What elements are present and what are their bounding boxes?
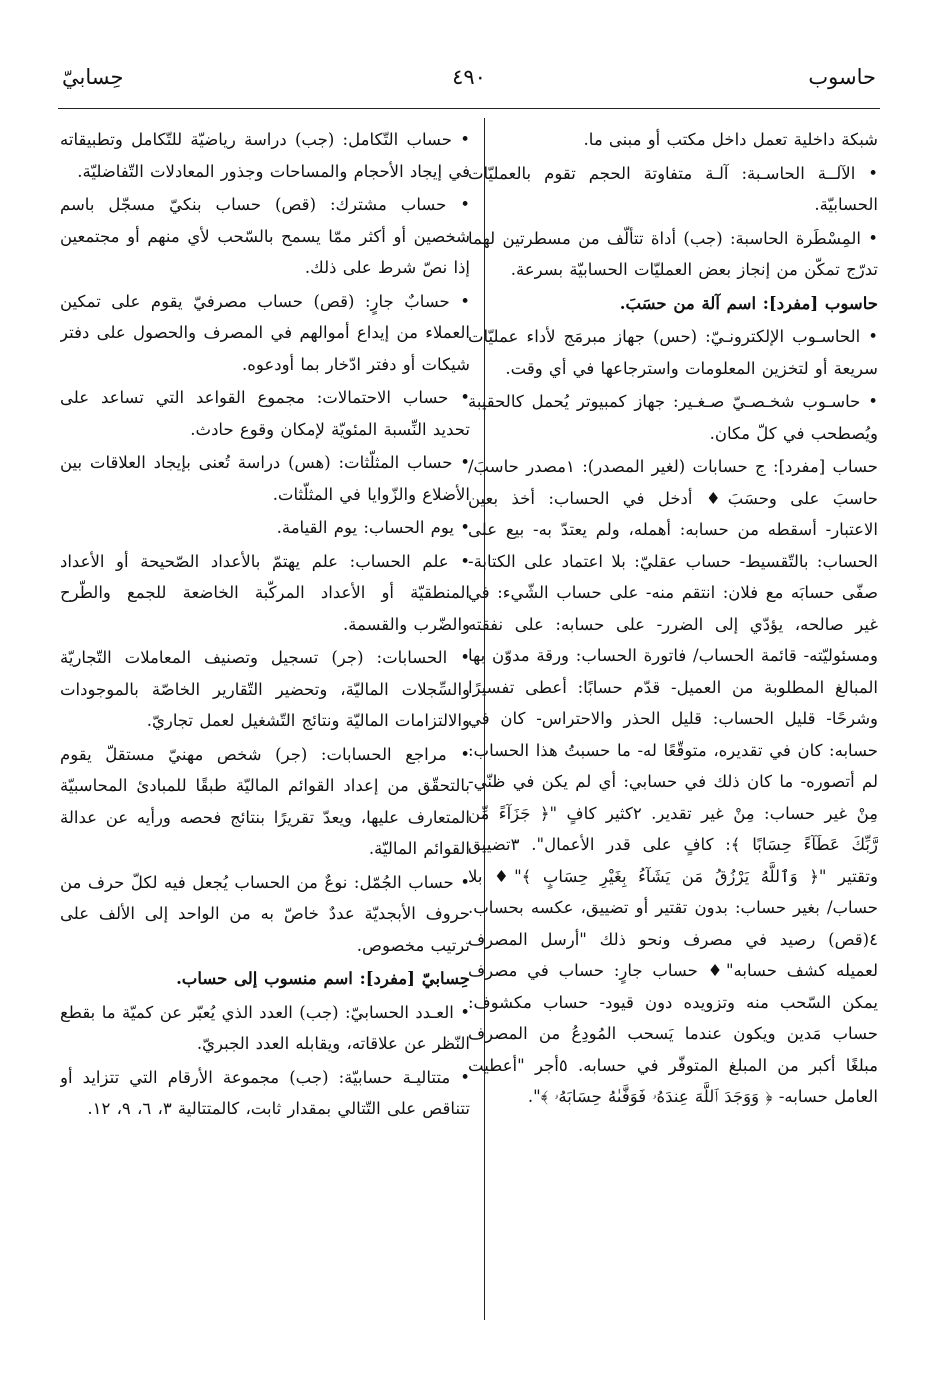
entry-paragraph: • حسابٌ جارٍ: (قص) حساب مصرفيّ يقوم على تمكين العملاء من إيداع أموالهم في المصرف والحصول على دفتر شيكات أو دفتر ادّخار بما أودعوه.	[60, 291, 470, 374]
entry-paragraph: • حساب الاحتمالات: مجموع القواعد التي تساعد على تحديد النِّسبة المئويّة لإمكان وقوع حادث.	[60, 388, 470, 439]
entry-paragraph: • حساب مشترك: (قص) حساب بنكيّ مسجّل باسم شخصين أو أكثر ممّا يسمح بالسّحب لأي منهم أو مجتمعين إذا نصّ شرط على ذلك.	[60, 195, 470, 277]
entry-paragraph: • حاسـوب شخـصـيّ صـغـير: جهاز كمبيوتر يُحمل كالحقيبة ويُصطحب في كلّ مكان.	[468, 392, 878, 443]
headword-entry: حِسابيّ [مفرد]: اسم منسوب إلى حساب.	[176, 969, 470, 988]
headword-entry: حاسوب [مفرد]: اسم آلة من حسَبَ.	[619, 293, 878, 313]
entry-paragraph: • العـدد الحسابيّ: (جب) العدد الذي يُعبّر عن كميّة ما بقطع النّظر عن علاقاته، ويقابله العدد الجبريّ.	[60, 1002, 470, 1053]
left-column	[60, 124, 470, 1318]
entry-paragraph: • متتاليـة حسابيّة: (جب) مجموعة الأرقام التي تتزايد أو تتناقص على التّتالي بمقدار ثابت، كالمتتالية ٣، ٦، ٩، ١٢.	[60, 1067, 470, 1118]
entry-paragraph: • حساب التّكامل: (جب) دراسة رياضيّة للتّكامل وتطبيقاته في إيجاد الأحجام والمساحات وجذور المعادلات التّفاضليّة.	[60, 130, 470, 181]
entry-paragraph: • حساب المثلّثات: (هس) دراسة تُعنى بإيجاد العلاقات بين الأضلاع والزّوايا في المثلّثات.	[60, 453, 470, 504]
page-number: ٤٩٠	[452, 65, 486, 89]
headword-entry: حساب [مفرد]: ج حسابات (لغير المصدر): ١مصدر حاسبَ/ حاسبَ على وحسَبَ♦ أدخل في الحساب: أخذ بعين الاعتبار- أسقطه من حسابه: أهمله، ولم يعتدّ به- بيع على الحساب: بالتّقسيط- حساب عقليّ: بلا اعتماد على الكتابة- صفّى حسابَه مع فلان: انتقم منه- على حساب الشّيء: في غير صالحه، يؤدّي إلى الضرر- على حسابه: على نفقته ومسئوليّته- قائمة الحساب/ فاتورة الحساب: ورقة مدوّن بها المبالغ المطلوبة من العميل- قدّم حسابًا: أعطى تفسيرًا وشرحًا- قليل الحساب: قليل الحذر والاحتراس- كان في حسابه: كان في تقديره، متوقّعًا له- ما حسبتُ هذا الحساب: لم أتصوره- ما كان ذلك في حسابي: أي لم يكن في ظنّي- مِنْ غير حساب: مِنْ غير تقدير. ٢كثير كافٍ "﴿ جَزَآءً مِّن رَّبِّكَ عَطَآءً حِسَابًا ﴾: كافٍ على قدر الأعمال". ٣تضييق وتقتير "﴿ وَٱللَّهُ يَرْزُقُ مَن يَشَآءُ بِغَيْرِ حِسَابٍ ﴾"♦ بلا حساب/ بغير حساب: بدون تقتير أو تضييق، عكسه بحساب. ٤(قص) رصيد في مصرف ونحو ذلك "أرسل المصرف لعميله كشف حسابه"♦ حساب جارٍ: حساب في مصرف يمكن السّحب منه وتزويده دون قيود- حساب مكشوف: حساب مَدين ويكون عندما يَسحب المُودِعُ من المصرف مبلغًا أكبر من المبلغ المتوفّر في حسابه. ٥أجر "أعطيت العامل حسابه- ﴿ وَوَجَدَ ٱللَّهَ عِندَهُۥ فَوَفَّىٰهُ حِسَابَهُۥ ﴾".	[468, 457, 878, 1106]
entry-paragraph: • علم الحساب: علم يهتمّ بالأعداد الصّحيحة أو الأعداد المنطقيّة أو الأعداد المركّبة الخاضعة للجمع والطّرح والضّرب والقسمة.	[60, 551, 470, 634]
header-right-word: حاسوب	[808, 65, 876, 89]
entry-paragraph: • الآلــة الحاسـبة: آلـة متفاوتة الحجم تقوم بالعمليّات الحسابيّة.	[468, 163, 878, 214]
entry-paragraph: • الحاسـوب الإلكترونـيّ: (حس) جهاز مبرمَج لأداء عمليّات سريعة أو لتخزين المعلومات واسترجاعها في أي وقت.	[468, 327, 878, 378]
right-column	[468, 124, 878, 1318]
entry-paragraph: • حساب الجُمّل: نوعٌ من الحساب يُجعل فيه لكلّ حرف من حروف الأبجديّة عددٌ خاصّ به من الواحد إلى الألف على ترتيب مخصوص.	[60, 872, 470, 955]
header-rule	[58, 108, 880, 109]
entry-paragraph: شبكة داخلية تعمل داخل مكتب أو مبنى ما.	[583, 130, 878, 149]
entry-paragraph: • الحسابات: (جر) تسجيل وتصنيف المعاملات التّجاريّة والسِّجلات الماليّة، وتحضير التّقارير الخاصّة بالموجودات والالتزامات الماليّة ونتائج التّشغيل لعمل تجاريّ.	[60, 648, 470, 730]
entry-paragraph: • مراجع الحسابات: (جر) شخص مهنيّ مستقلّ يقوم بالتحقّق من إعداد القوائم الماليّة طبقًا للمبادئ المحاسبيّة المتعارف عليها، ويعدّ تقريرًا بنتائج فحصه ورأيه عن عدالة القوائم الماليّة.	[60, 744, 470, 858]
header-left-word: حِسابيّ	[62, 65, 124, 89]
entry-paragraph: • يوم الحساب: يوم القيامة.	[276, 518, 470, 537]
entry-paragraph: • المِسْطَرة الحاسبة: (جب) أداة تتألّف من مسطرتين لهما تدرّج تمكّن من إنجاز بعض العمليّات الحسابيّة بسرعة.	[468, 228, 878, 279]
